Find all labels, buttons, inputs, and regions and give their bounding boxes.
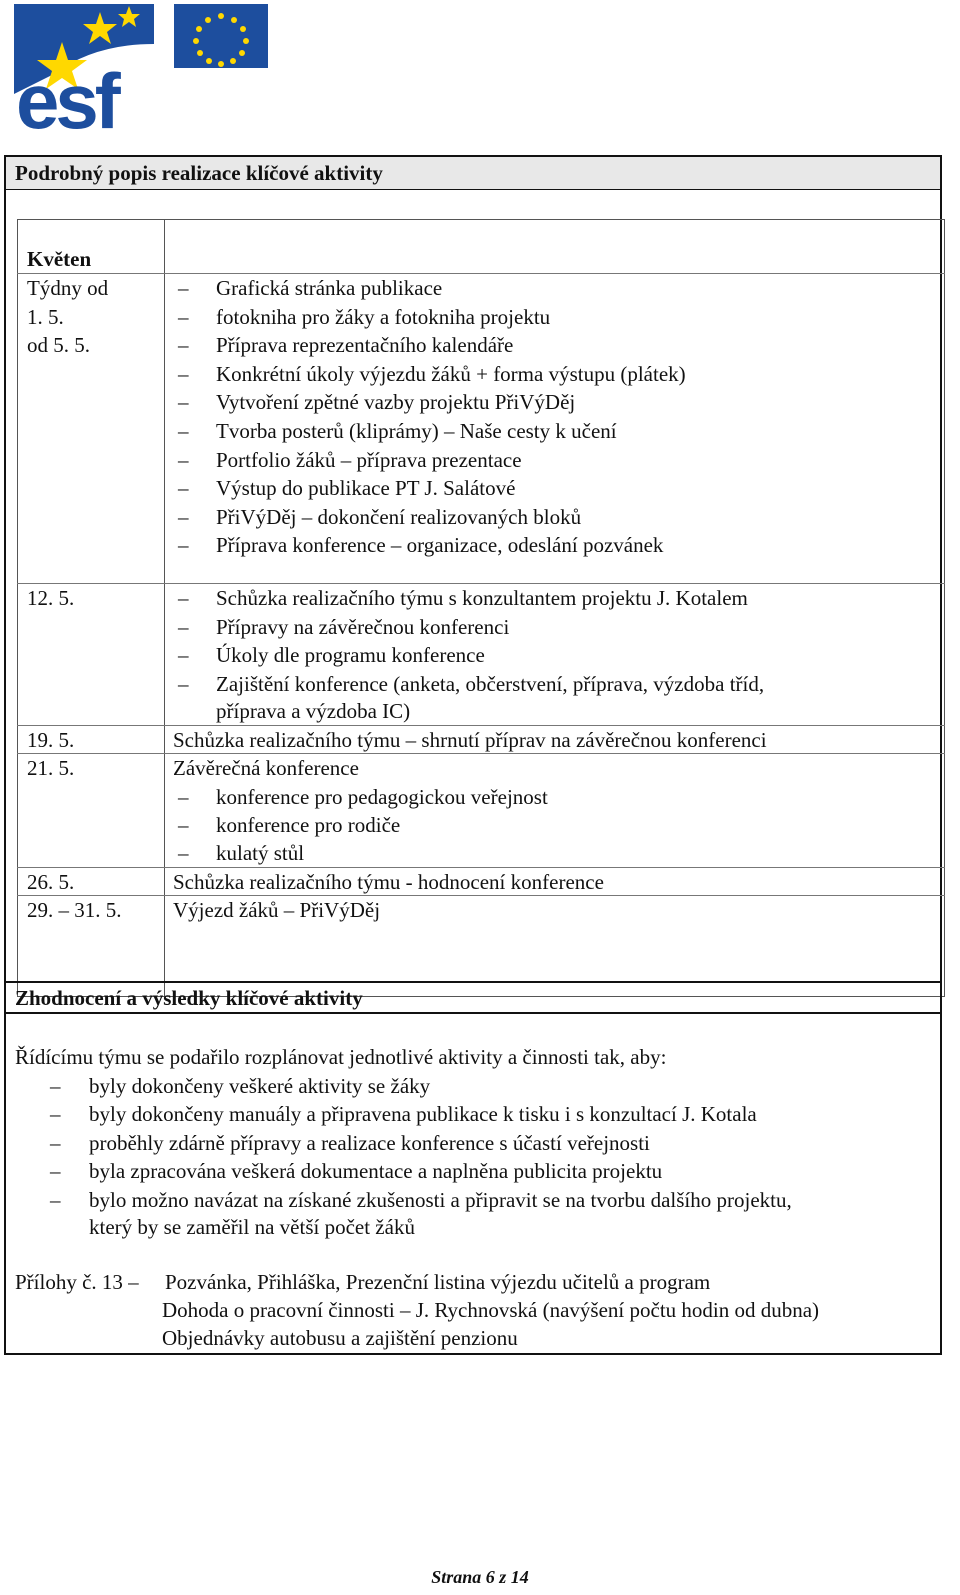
list-item: Příprava reprezentačního kalendáře <box>216 333 514 358</box>
esf-wordmark: esf <box>16 57 117 132</box>
list-item: Přípravy na závěrečnou konferenci <box>216 614 510 639</box>
bullet-dash: – <box>50 1130 61 1155</box>
esf-logo <box>14 4 270 132</box>
list-item-continuation: který by se zaměřil na větší počet žáků <box>89 1215 415 1239</box>
list-item: PřiVýDěj – dokončení realizovaných bloků <box>216 504 582 529</box>
bullet-dash: – <box>178 276 189 300</box>
list-item: kulatý stůl <box>216 841 305 865</box>
list-item: Výstup do publikace PT J. Salátové <box>216 476 516 501</box>
list-item: konference pro rodiče <box>216 813 401 838</box>
list-item: Vytvoření zpětné vazby projektu PřiVýDěj <box>216 390 576 415</box>
list-item: Úkoly dle programu konference <box>216 643 485 668</box>
list-item-continuation: příprava a výzdoba IC) <box>216 699 411 723</box>
attachment-item: Dohoda o pracovní činnosti – J. Rychnovská (navýšení počtu hodin od dubna) <box>162 1298 820 1322</box>
bullet-dash: – <box>178 643 189 668</box>
section-title: Zhodnocení a výsledky klíčové aktivity <box>15 986 363 1010</box>
row-text: Schůzka realizačního týmu – shrnutí příprav na závěrečnou konferenci <box>173 728 767 752</box>
bullet-dash: – <box>178 784 189 809</box>
evaluation-intro: Řídícímu týmu se podařilo rozplánovat jednotlivé aktivity a činnosti tak, aby: <box>15 1045 667 1069</box>
bullet-dash: – <box>50 1159 61 1184</box>
date-cell: 26. 5. <box>27 870 75 894</box>
bullet-dash: – <box>178 586 189 610</box>
bullet-dash: – <box>178 504 189 529</box>
bullet-dash: – <box>178 476 189 501</box>
date-cell: 29. – 31. 5. <box>27 898 122 922</box>
bullet-dash: – <box>178 333 189 358</box>
row-text: Výjezd žáků – PřiVýDěj <box>173 898 381 922</box>
list-item: byly dokončeny manuály a připravena publikace k tisku i s konzultací J. Kotala <box>89 1102 757 1127</box>
month-label: Květen <box>27 247 92 271</box>
bullet-dash: – <box>178 671 189 696</box>
page-number: Strana 6 z 14 <box>431 1567 529 1587</box>
list-item: byla zpracována veškerá dokumentace a naplněna publicita projektu <box>89 1159 663 1184</box>
list-item: fotokniha pro žáky a fotokniha projektu <box>216 304 551 329</box>
list-item: byly dokončeny veškeré aktivity se žáky <box>89 1073 431 1098</box>
list-item: konference pro pedagogickou veřejnost <box>216 784 548 809</box>
date-cell: 12. 5. <box>27 586 75 610</box>
section-header-rule <box>6 1012 940 1014</box>
attachment-item: Pozvánka, Přihláška, Prezenční listina výjezdu učitelů a program <box>165 1270 711 1294</box>
table-column-divider <box>164 219 165 997</box>
row-text: Závěrečná konference <box>173 756 359 780</box>
list-item: proběhly zdárně přípravy a realizace konference s účastí veřejnosti <box>89 1130 650 1155</box>
date-cell: od 5. 5. <box>27 333 90 358</box>
date-cell: Týdny od <box>27 276 109 300</box>
bullet-dash: – <box>178 447 189 472</box>
bullet-dash: – <box>178 614 189 639</box>
bullet-dash: – <box>50 1102 61 1127</box>
list-item: bylo možno navázat na získané zkušenosti a připravit se na tvorbu dalšího projektu, <box>89 1188 792 1212</box>
list-item: Tvorba posterů (kliprámy) – Naše cesty k učení <box>216 419 617 443</box>
list-item: Grafická stránka publikace <box>216 276 443 300</box>
bullet-dash: – <box>178 533 189 558</box>
bullet-dash: – <box>178 813 189 838</box>
attachment-item: Objednávky autobusu a zajištění penzionu <box>162 1326 518 1350</box>
row-text: Schůzka realizačního týmu - hodnocení konference <box>173 870 604 894</box>
bullet-dash: – <box>50 1073 61 1098</box>
bullet-dash: – <box>178 304 189 329</box>
bullet-dash: – <box>178 361 189 386</box>
bullet-dash: – <box>50 1188 61 1212</box>
list-item: Konkrétní úkoly výjezdu žáků + forma výstupu (plátek) <box>216 361 686 386</box>
list-item: Příprava konference – organizace, odeslání pozvánek <box>216 533 664 558</box>
date-cell: 19. 5. <box>27 728 75 752</box>
list-item: Zajištění konference (anketa, občerstvení, příprava, výzdoba tříd, <box>216 671 765 696</box>
section-title: Podrobný popis realizace klíčové aktivity <box>15 161 383 185</box>
bullet-dash: – <box>178 419 189 443</box>
date-cell: 21. 5. <box>27 756 75 780</box>
date-cell: 1. 5. <box>27 304 64 329</box>
bullet-dash: – <box>178 390 189 415</box>
list-item: Portfolio žáků – příprava prezentace <box>216 447 522 472</box>
table-row-divider <box>17 273 945 274</box>
list-item: Schůzka realizačního týmu s konzultantem projektu J. Kotalem <box>216 586 748 610</box>
attachments-label: Přílohy č. 13 – <box>15 1270 139 1294</box>
bullet-dash: – <box>178 841 189 865</box>
